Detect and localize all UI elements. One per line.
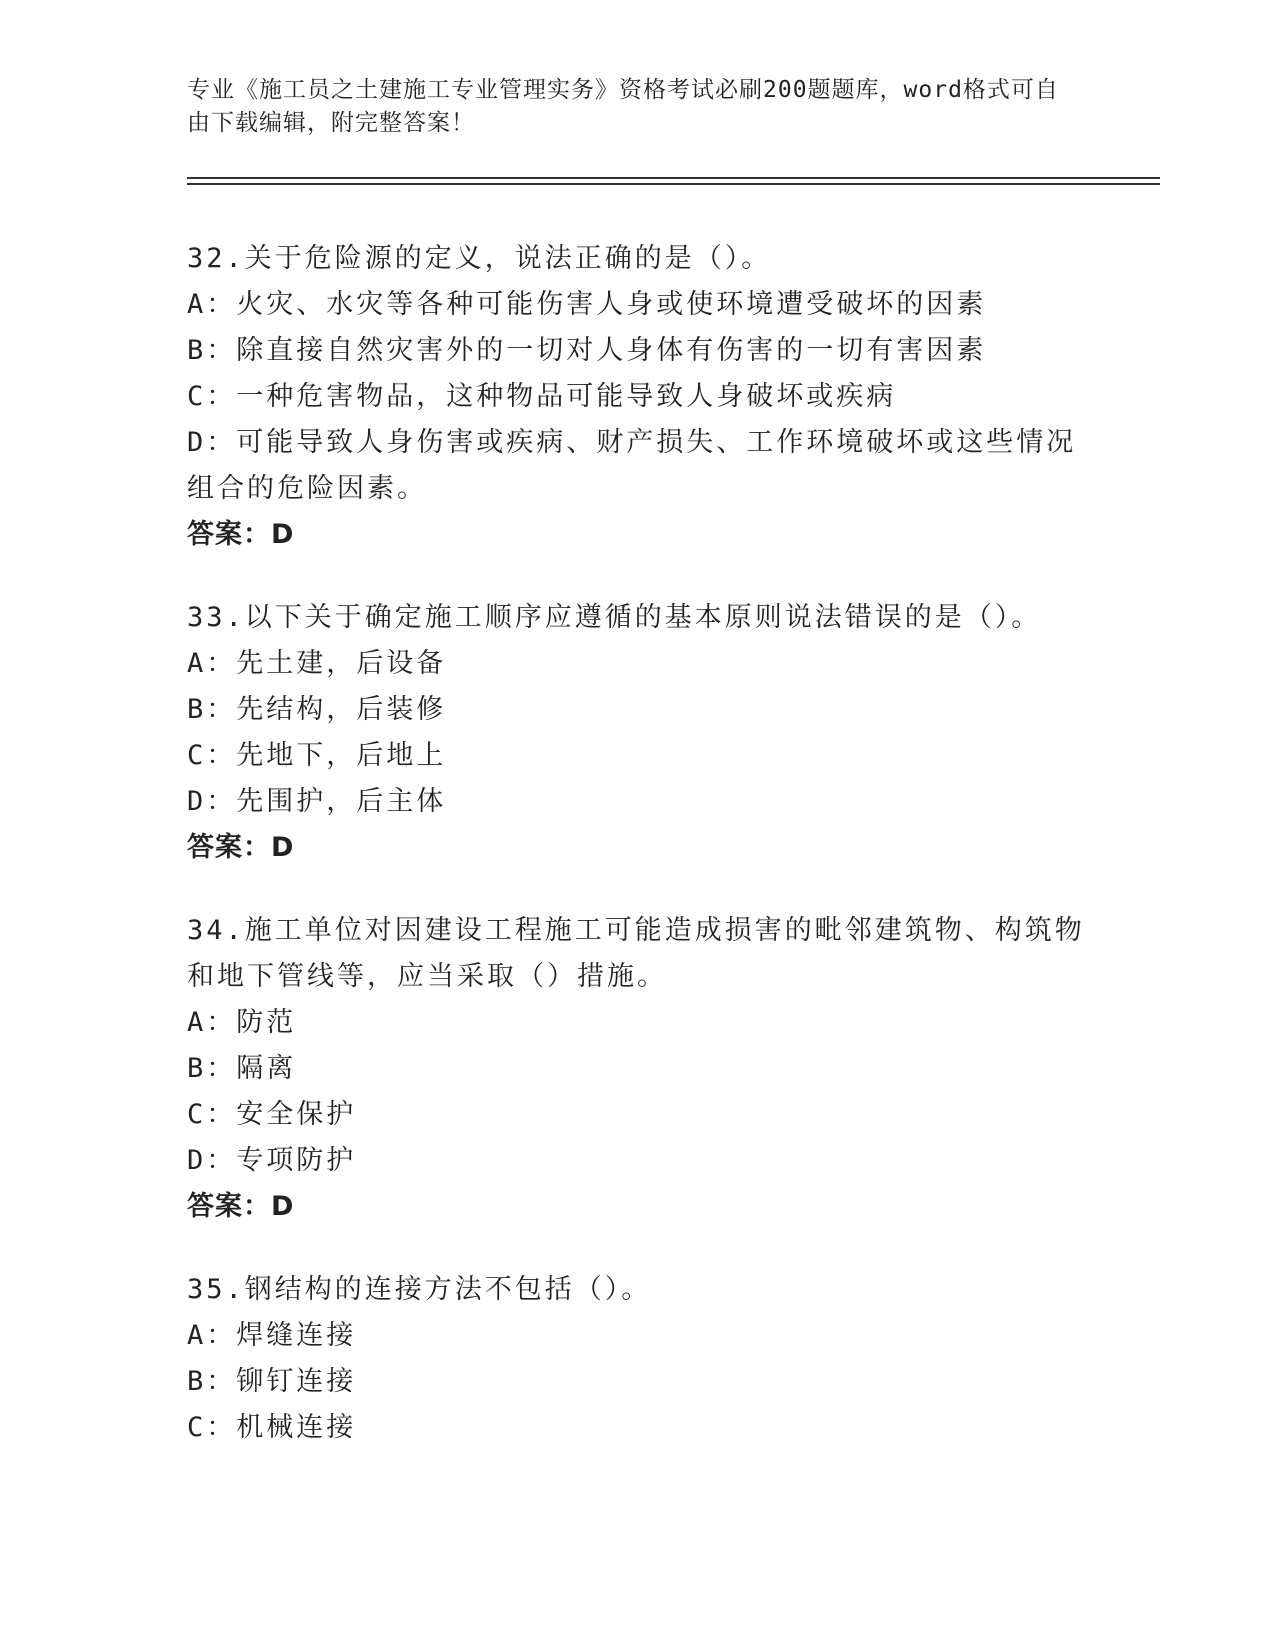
question-33 [187,595,1087,871]
document-header: 专业《施工员之土建施工专业管理实务》资格考试必刷200题题库，word格式可自由下载编辑，附完整答案！ [187,77,1059,136]
option-a: A：火灾、水灾等各种可能伤害人身或使环境遭受破坏的因素 [187,289,987,320]
option-c: C：一种危害物品，这种物品可能导致人身破坏或疾病 [187,381,897,412]
question-35 [187,1267,1087,1451]
option-a: A：防范 [187,1007,297,1038]
question-stem: 32.关于危险源的定义，说法正确的是（）。 [187,243,772,274]
option-b: B：先结构，后装修 [187,694,447,725]
option-d: D：先围护，后主体 [187,786,447,817]
header-divider-top [187,177,1160,179]
option-b: B：隔离 [187,1053,297,1084]
question-stem: 35.钢结构的连接方法不包括（）。 [187,1274,652,1305]
answer-label: 答案：D [187,1191,295,1222]
question-34 [187,908,1087,1230]
header-divider-bottom [187,183,1160,185]
option-b: B：铆钉连接 [187,1366,357,1397]
option-c: C：安全保护 [187,1099,357,1130]
option-c: C：先地下，后地上 [187,740,447,771]
answer-label: 答案：D [187,519,295,550]
option-d: D：可能导致人身伤害或疾病、财产损失、工作环境破坏或这些情况组合的危险因素。 [187,427,1077,504]
option-b: B：除直接自然灾害外的一切对人身体有伤害的一切有害因素 [187,335,987,366]
option-a: A：先土建，后设备 [187,648,447,679]
question-stem: 34.施工单位对因建设工程施工可能造成损害的毗邻建筑物、构筑物和地下管线等，应当采取（）措施。 [187,915,1085,992]
option-d: D：专项防护 [187,1145,357,1176]
question-stem: 33.以下关于确定施工顺序应遵循的基本原则说法错误的是（）。 [187,602,1042,633]
answer-label: 答案：D [187,832,295,863]
option-a: A：焊缝连接 [187,1320,357,1351]
question-list [187,236,1087,1488]
option-c: C：机械连接 [187,1412,357,1443]
question-32 [187,236,1087,558]
